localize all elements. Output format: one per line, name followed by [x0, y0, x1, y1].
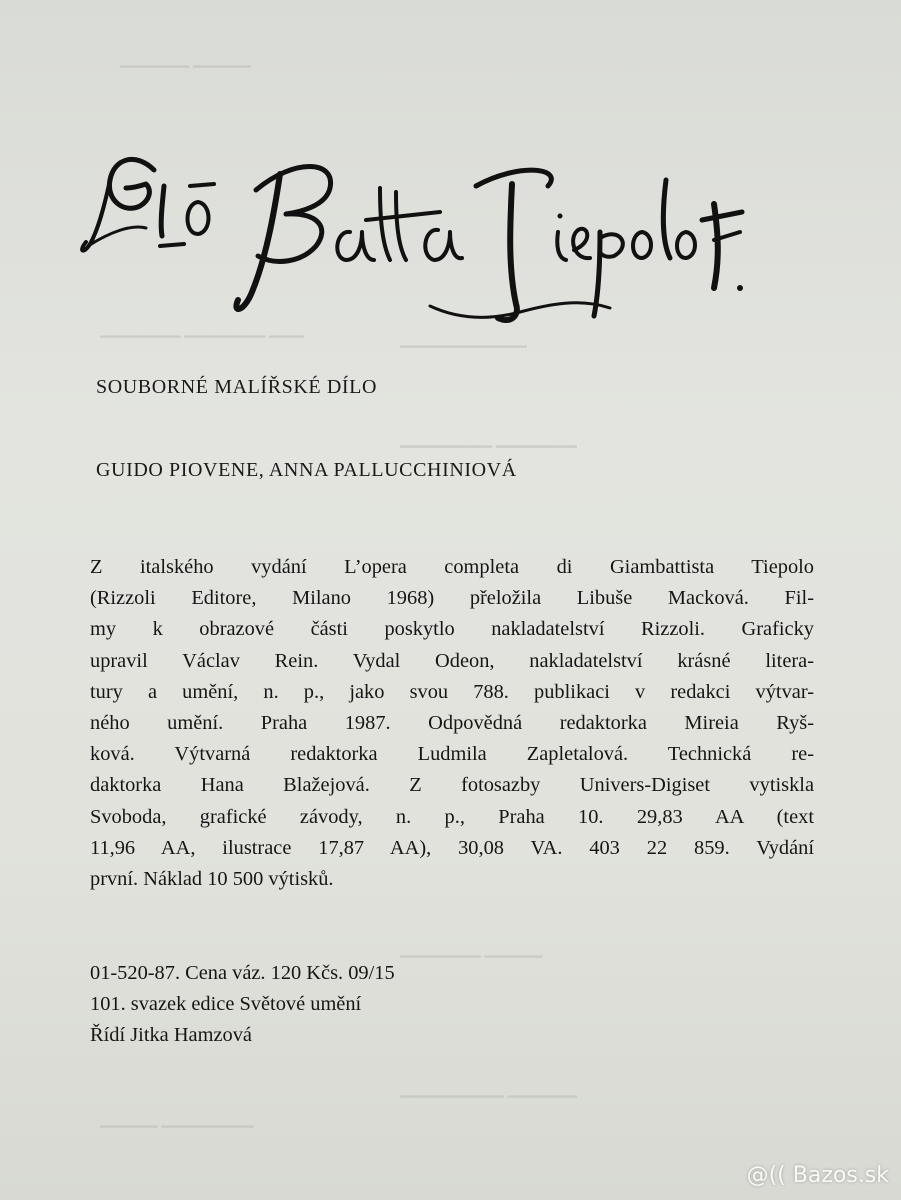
imprint-block	[90, 958, 395, 1051]
bleed-through-text: ▁▁▁▁▁▁▁▁▁▁▁	[400, 332, 527, 348]
colophon-line: upravil Václav Rein. Vydal Odeon, nakladatelství krásné litera-	[90, 649, 814, 672]
series-line: 101. svazek edice Světové umění	[90, 993, 362, 1015]
bleed-through-text: ▁▁▁▁▁ ▁▁▁▁▁▁▁▁	[100, 1112, 254, 1128]
colophon-line: 11,96 AA, ilustrace 17,87 AA), 30,08 VA. 403 22 859. Vydání	[90, 836, 814, 859]
colophon-line: ková. Výtvarná redaktorka Ludmila Zapletalová. Technická re-	[90, 743, 814, 766]
price-line: 01-520-87. Cena váz. 120 Kčs. 09/15	[90, 962, 395, 984]
colophon-paragraph	[90, 552, 814, 895]
bleed-through-text: ▁▁▁▁▁▁▁ ▁▁▁▁▁▁▁ ▁▁▁	[100, 322, 304, 338]
colophon-line: my k obrazové části poskytlo nakladatelství Rizzoli. Graficky	[90, 618, 814, 641]
work-title: SOUBORNÉ MALÍŘSKÉ DÍLO	[96, 376, 377, 398]
colophon-line: první. Náklad 10 500 výtisků.	[90, 868, 334, 891]
colophon-line: Z italského vydání L’opera completa di Giambattista Tiepolo	[90, 556, 814, 578]
colophon-line: ného umění. Praha 1987. Odpovědná redaktorka Mireia Ryš-	[90, 712, 814, 735]
bleed-through-text: ▁▁▁▁▁▁▁▁ ▁▁▁▁▁▁▁	[400, 432, 577, 448]
colophon-line: (Rizzoli Editore, Milano 1968) přeložila Libuše Macková. Fil-	[90, 587, 814, 610]
tiepolo-signature	[80, 128, 750, 338]
authors: GUIDO PIOVENE, ANNA PALLUCCHINIOVÁ	[96, 459, 517, 481]
bleed-through-text: ▁▁▁▁▁▁▁ ▁▁▁▁▁	[400, 942, 543, 958]
colophon-line: daktorka Hana Blažejová. Z fotosazby Univers-Digiset vytiskla	[90, 774, 814, 797]
watermark: @(( Bazos.sk	[746, 1163, 889, 1188]
bleed-through-text: ▁▁▁▁▁▁ ▁▁▁▁▁	[120, 52, 251, 68]
bleed-through-text: ▁▁▁▁▁▁▁▁▁ ▁▁▁▁▁▁	[400, 1082, 577, 1098]
editor-line: Řídí Jitka Hamzová	[90, 1024, 252, 1046]
colophon-line: Svoboda, grafické závody, n. p., Praha 10. 29,83 AA (text	[90, 805, 814, 828]
colophon-line: tury a umění, n. p., jako svou 788. publikaci v redakci výtvar-	[90, 680, 814, 703]
